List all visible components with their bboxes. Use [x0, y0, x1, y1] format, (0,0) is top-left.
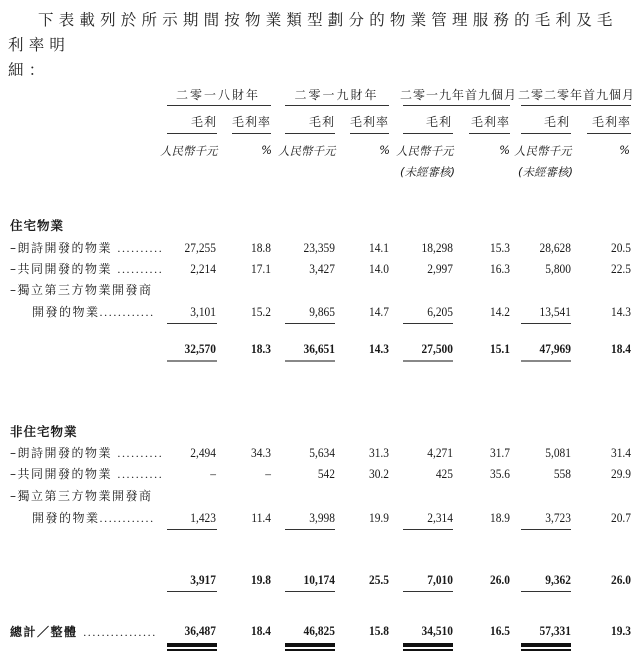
column-group-fy2019: 二零一九財年: [294, 88, 379, 102]
subheader-underline: [403, 133, 453, 134]
total-value: 46,825: [303, 623, 335, 638]
unit-rmb-thousand: 人民幣千元: [514, 144, 572, 158]
cell-value: –: [210, 466, 216, 481]
total-double-underline: [167, 643, 217, 647]
cell-value: 31.4: [610, 445, 631, 460]
total-double-underline: [285, 649, 335, 651]
unaudited-note: (未經審核): [518, 165, 573, 179]
subtotal-value: 26.0: [610, 572, 631, 587]
subtotal-rule: [521, 529, 571, 530]
header-margin: 毛利率: [349, 115, 389, 129]
column-group-9m2020: 二零二零年首九個月: [518, 88, 636, 102]
cell-value: 28,628: [539, 240, 571, 255]
cell-value: 35.6: [489, 466, 510, 481]
subtotal-underline: [167, 360, 217, 362]
cell-value: 20.7: [610, 510, 631, 525]
total-double-underline: [285, 643, 335, 647]
subtotal-rule: [403, 529, 453, 530]
intro-paragraph: [8, 8, 636, 83]
header-gross-profit: 毛利: [543, 115, 570, 129]
subtotal-underline: [285, 360, 335, 362]
total-value: 19.3: [610, 623, 631, 638]
subtotal-underline: [285, 591, 335, 592]
subtotal-rule: [285, 323, 335, 324]
header-gross-profit: 毛利: [190, 115, 217, 129]
cell-value: –: [265, 466, 271, 481]
cell-value: 31.3: [368, 445, 389, 460]
intro-line-1: 下表載列於所示期間按物業類型劃分的物業管理服務的毛利及毛利率明: [8, 11, 618, 54]
unit-percent: %: [499, 143, 510, 157]
subtotal-value: 10,174: [303, 572, 335, 587]
total-double-underline: [521, 649, 571, 651]
row-label-continued: 開發的物業............: [32, 305, 155, 319]
cell-value: 542: [317, 466, 335, 481]
cell-value: 23,359: [303, 240, 335, 255]
cell-value: 3,427: [309, 261, 335, 276]
subtotal-value: 15.1: [489, 341, 510, 356]
subtotal-value: 14.3: [368, 341, 389, 356]
cell-value: 20.5: [610, 240, 631, 255]
subtotal-value: 26.0: [489, 572, 510, 587]
cell-value: 31.7: [489, 445, 510, 460]
cell-value: 4,271: [427, 445, 453, 460]
header-margin: 毛利率: [591, 115, 631, 129]
subtotal-value: 3,917: [190, 572, 216, 587]
cell-value: 14.0: [368, 261, 389, 276]
total-label: 總計／整體 ................: [10, 625, 157, 639]
cell-value: 3,723: [545, 510, 571, 525]
cell-value: 1,423: [190, 510, 216, 525]
header-gross-profit: 毛利: [308, 115, 335, 129]
subtotal-underline: [403, 591, 453, 592]
cell-value: 34.3: [250, 445, 271, 460]
cell-value: 2,997: [427, 261, 453, 276]
row-label: –共同開發的物業 ..........: [10, 262, 164, 276]
subtotal-rule: [167, 529, 217, 530]
cell-value: 5,800: [545, 261, 571, 276]
unit-rmb-thousand: 人民幣千元: [396, 144, 454, 158]
subheader-underline: [521, 133, 571, 134]
subtotal-value: 19.8: [250, 572, 271, 587]
cell-value: 19.9: [368, 510, 389, 525]
subtotal-value: 18.3: [250, 341, 271, 356]
subtotal-value: 47,969: [539, 341, 571, 356]
row-label: –獨立第三方物業開發商: [10, 283, 153, 297]
subtotal-value: 36,651: [303, 341, 335, 356]
cell-value: 558: [553, 466, 571, 481]
subheader-underline: [469, 133, 510, 134]
subtotal-rule: [521, 323, 571, 324]
cell-value: 18.8: [250, 240, 271, 255]
cell-value: 13,541: [539, 304, 571, 319]
cell-value: 17.1: [250, 261, 271, 276]
unaudited-note: (未經審核): [400, 165, 455, 179]
row-label-continued: 開發的物業............: [32, 511, 155, 525]
section-non-residential-title: 非住宅物業: [10, 424, 78, 439]
cell-value: 3,101: [190, 304, 216, 319]
subtotal-underline: [167, 591, 217, 592]
row-label: –朗詩開發的物業 ..........: [10, 241, 164, 255]
cell-value: 425: [435, 466, 453, 481]
cell-value: 2,214: [190, 261, 216, 276]
cell-value: 11.4: [251, 510, 271, 525]
subtotal-underline: [403, 360, 453, 362]
cell-value: 22.5: [610, 261, 631, 276]
cell-value: 14.3: [610, 304, 631, 319]
subtotal-rule: [403, 323, 453, 324]
subtotal-value: 18.4: [610, 341, 631, 356]
cell-value: 18.9: [489, 510, 510, 525]
subheader-underline: [350, 133, 389, 134]
cell-value: 6,205: [427, 304, 453, 319]
subheader-underline: [167, 133, 217, 134]
cell-value: 29.9: [610, 466, 631, 481]
cell-value: 18,298: [421, 240, 453, 255]
total-value: 16.5: [489, 623, 510, 638]
subtotal-value: 27,500: [421, 341, 453, 356]
cell-value: 14.2: [489, 304, 510, 319]
cell-value: 27,255: [184, 240, 216, 255]
total-double-underline: [521, 643, 571, 647]
total-value: 18.4: [250, 623, 271, 638]
subtotal-rule: [167, 323, 217, 324]
unit-rmb-thousand: 人民幣千元: [278, 144, 336, 158]
total-double-underline: [167, 649, 217, 651]
column-group-9m2019: 二零一九年首九個月: [400, 88, 518, 102]
header-margin: 毛利率: [231, 115, 271, 129]
subheader-underline: [587, 133, 631, 134]
cell-value: 15.2: [250, 304, 271, 319]
cell-value: 9,865: [309, 304, 335, 319]
subheader-underline: [232, 133, 271, 134]
cell-value: 2,494: [190, 445, 216, 460]
subtotal-underline: [521, 591, 571, 592]
unit-rmb-thousand: 人民幣千元: [160, 144, 218, 158]
row-label: –共同開發的物業 ..........: [10, 467, 164, 481]
cell-value: 2,314: [427, 510, 453, 525]
group-underline: [285, 105, 389, 106]
total-value: 15.8: [368, 623, 389, 638]
unit-percent: %: [619, 143, 630, 157]
column-group-fy2018: 二零一八財年: [175, 88, 260, 102]
subtotal-value: 7,010: [427, 572, 453, 587]
unit-percent: %: [379, 143, 390, 157]
subtotal-value: 9,362: [545, 572, 571, 587]
cell-value: 16.3: [489, 261, 510, 276]
cell-value: 30.2: [368, 466, 389, 481]
row-label: –朗詩開發的物業 ..........: [10, 446, 164, 460]
total-value: 36,487: [184, 623, 216, 638]
total-value: 57,331: [539, 623, 571, 638]
subheader-underline: [285, 133, 335, 134]
cell-value: 14.7: [368, 304, 389, 319]
cell-value: 14.1: [368, 240, 389, 255]
row-label: –獨立第三方物業開發商: [10, 489, 153, 503]
cell-value: 15.3: [489, 240, 510, 255]
total-double-underline: [403, 643, 453, 647]
total-double-underline: [403, 649, 453, 651]
cell-value: 5,634: [309, 445, 335, 460]
total-value: 34,510: [421, 623, 453, 638]
subtotal-rule: [285, 529, 335, 530]
header-margin: 毛利率: [470, 115, 510, 129]
subtotal-underline: [521, 360, 571, 362]
group-underline: [403, 105, 510, 106]
group-underline: [167, 105, 271, 106]
section-residential-title: 住宅物業: [10, 218, 65, 233]
cell-value: 3,998: [309, 510, 335, 525]
subtotal-value: 32,570: [184, 341, 216, 356]
header-gross-profit: 毛利: [425, 115, 452, 129]
group-underline: [521, 105, 631, 106]
intro-line-2: 細：: [8, 61, 50, 79]
cell-value: 5,081: [545, 445, 571, 460]
unit-percent: %: [261, 143, 272, 157]
subtotal-value: 25.5: [368, 572, 389, 587]
